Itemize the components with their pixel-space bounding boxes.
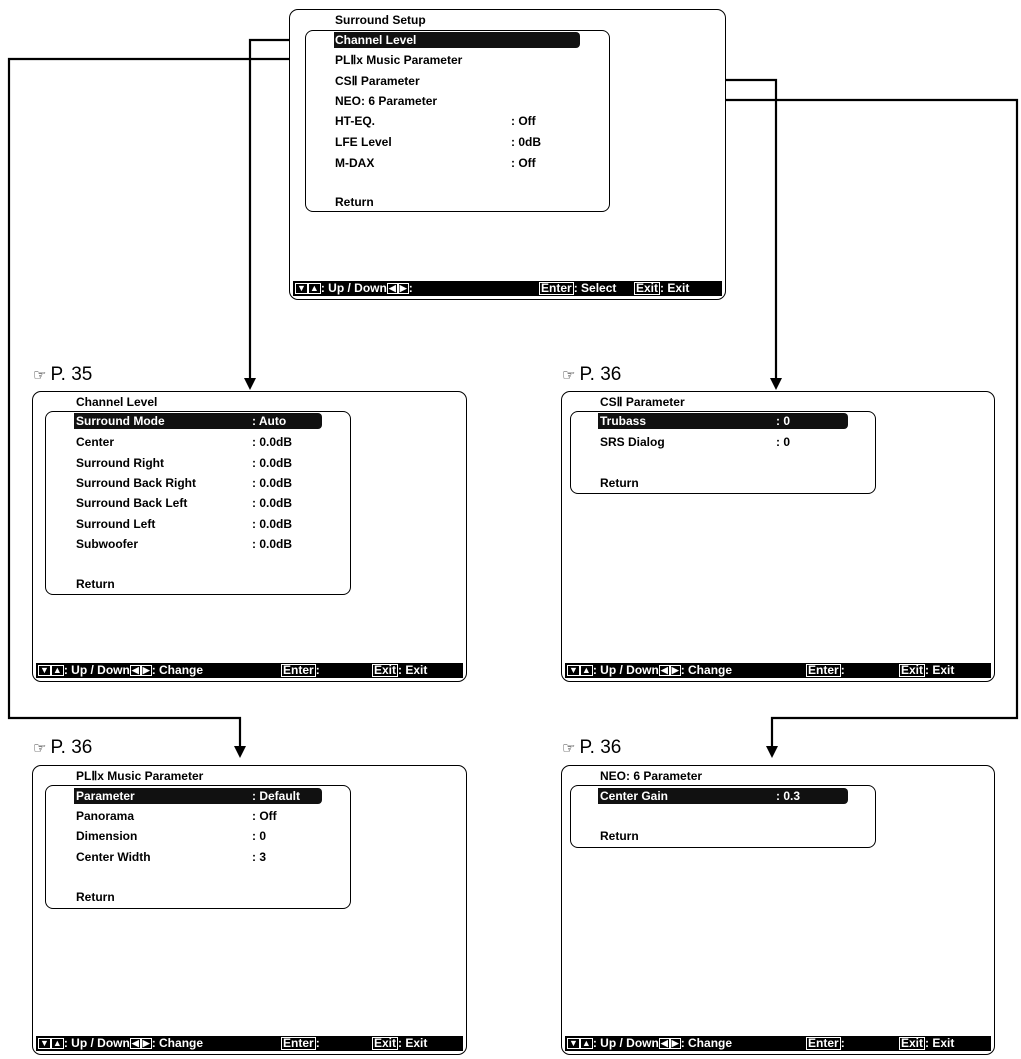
left-triangle-icon: ◀ xyxy=(660,665,668,675)
return-item[interactable]: Return xyxy=(335,195,374,209)
value: : Auto xyxy=(252,414,287,428)
value: : Off xyxy=(252,809,277,823)
menu-item-m-dax[interactable]: M-DAX : Off xyxy=(335,156,536,170)
csii-parameter-screen xyxy=(561,391,995,682)
enter-key: Enter xyxy=(808,1036,839,1050)
right-triangle-icon: ▶ xyxy=(142,665,150,675)
channel-item-surround-left[interactable]: Surround Left : 0.0dB xyxy=(76,517,293,531)
pliix-item-panorama[interactable]: Panorama : Off xyxy=(76,809,277,823)
pliix-item-parameter[interactable]: Parameter : Default xyxy=(76,789,300,803)
down-triangle-icon: ▼ xyxy=(569,1038,578,1048)
exit-key: Exit xyxy=(901,663,924,677)
page-ref-channel-level: ☞ P. 35 xyxy=(33,364,93,385)
return-item[interactable]: Return xyxy=(76,577,115,591)
value: : Default xyxy=(252,789,300,803)
value: : 0 xyxy=(252,829,267,843)
neo6-item-center-gain[interactable]: Center Gain : 0.3 xyxy=(600,789,801,803)
screen-title: CSⅡ Parameter xyxy=(600,395,685,409)
down-triangle-icon: ▼ xyxy=(40,665,49,675)
value: : 0dB xyxy=(511,135,541,149)
value: : 3 xyxy=(252,850,267,864)
up-triangle-icon: ▲ xyxy=(309,283,319,293)
value: : 0 xyxy=(776,414,791,428)
csii-item-srs-dialog[interactable]: SRS Dialog : 0 xyxy=(600,435,791,449)
page-ref-csii: ☞ P. 36 xyxy=(562,364,622,385)
pliix-item-center-width[interactable]: Center Width : 3 xyxy=(76,850,267,864)
value: : 0 xyxy=(776,435,791,449)
exit-key: Exit xyxy=(636,281,659,295)
channel-item-surround-right[interactable]: Surround Right : 0.0dB xyxy=(76,456,293,470)
pliix-music-parameter-screen xyxy=(32,765,467,1055)
channel-level-screen xyxy=(32,391,467,682)
exit-key: Exit xyxy=(374,663,397,677)
enter-key: Enter xyxy=(541,281,572,295)
value: : Off xyxy=(511,114,536,128)
menu-item-neo6[interactable]: NEO: 6 Parameter xyxy=(335,94,438,108)
down-triangle-icon: ▼ xyxy=(297,283,306,293)
value: : 0.3 xyxy=(776,789,801,803)
channel-item-surround-back-right[interactable]: Surround Back Right : 0.0dB xyxy=(76,476,293,490)
pointing-hand-icon: ☞ xyxy=(562,367,576,384)
value: : 0.0dB xyxy=(252,537,293,551)
enter-key: Enter xyxy=(283,1036,314,1050)
exit-key: Exit xyxy=(374,1036,397,1050)
value: : 0.0dB xyxy=(252,496,293,510)
status-bar: ▼ ▲ : Up / Down ◀ ▶ : Enter : Select Exit : Exit xyxy=(293,281,722,296)
page-ref-neo6: ☞ P. 36 xyxy=(562,737,622,758)
return-item[interactable]: Return xyxy=(76,890,115,904)
neo6-parameter-screen xyxy=(561,765,995,1055)
pointing-hand-icon: ☞ xyxy=(33,367,47,384)
value: : 0.0dB xyxy=(252,517,293,531)
channel-item-center[interactable]: Center : 0.0dB xyxy=(76,435,293,449)
pointing-hand-icon: ☞ xyxy=(33,740,47,757)
csii-item-trubass[interactable]: Trubass : 0 xyxy=(600,414,791,428)
left-triangle-icon: ◀ xyxy=(131,665,139,675)
screen-title: Channel Level xyxy=(76,395,158,409)
menu-item-ht-eq[interactable]: HT-EQ. : Off xyxy=(335,114,536,128)
surround-setup-screen xyxy=(289,9,726,300)
status-bar: ▼ ▲ : Up / Down ◀ ▶ : Change Enter : Exit : Exit xyxy=(565,1036,991,1051)
screen-title: Surround Setup xyxy=(335,13,426,27)
value: : 0.0dB xyxy=(252,456,293,470)
left-triangle-icon: ◀ xyxy=(388,283,396,293)
up-triangle-icon: ▲ xyxy=(581,665,591,675)
return-item[interactable]: Return xyxy=(600,829,639,843)
right-triangle-icon: ▶ xyxy=(399,283,407,293)
status-bar: ▼ ▲ : Up / Down ◀ ▶ : Change Enter : Exit : Exit xyxy=(36,1036,463,1051)
down-triangle-icon: ▼ xyxy=(40,1038,49,1048)
menu-item-pliix-music[interactable]: PLⅡx Music Parameter xyxy=(335,53,463,67)
up-triangle-icon: ▲ xyxy=(52,665,62,675)
down-triangle-icon: ▼ xyxy=(569,665,578,675)
enter-key: Enter xyxy=(283,663,314,677)
status-bar: ▼ ▲ : Up / Down ◀ ▶ : Change Enter : Exit : Exit xyxy=(565,663,991,678)
channel-item-surround-back-left[interactable]: Surround Back Left : 0.0dB xyxy=(76,496,293,510)
return-item[interactable]: Return xyxy=(600,476,639,490)
up-triangle-icon: ▲ xyxy=(581,1038,591,1048)
right-triangle-icon: ▶ xyxy=(671,1038,679,1048)
exit-key: Exit xyxy=(901,1036,924,1050)
enter-key: Enter xyxy=(808,663,839,677)
left-triangle-icon: ◀ xyxy=(131,1038,139,1048)
screen-title: NEO: 6 Parameter xyxy=(600,769,703,783)
channel-item-subwoofer[interactable]: Subwoofer : 0.0dB xyxy=(76,537,293,551)
page-ref-pliix: ☞ P. 36 xyxy=(33,737,93,758)
menu-item-csii[interactable]: CSⅡ Parameter xyxy=(335,74,420,88)
menu-item-lfe-level[interactable]: LFE Level : 0dB xyxy=(335,135,541,149)
right-triangle-icon: ▶ xyxy=(142,1038,150,1048)
channel-item-surround-mode[interactable]: Surround Mode : Auto xyxy=(76,414,287,428)
status-bar: ▼ ▲ : Up / Down ◀ ▶ : Change Enter : Exit : Exit xyxy=(36,663,463,678)
pointing-hand-icon: ☞ xyxy=(562,740,576,757)
value: : Off xyxy=(511,156,536,170)
menu-item-channel-level[interactable]: Channel Level xyxy=(335,33,417,47)
left-triangle-icon: ◀ xyxy=(660,1038,668,1048)
right-triangle-icon: ▶ xyxy=(671,665,679,675)
up-triangle-icon: ▲ xyxy=(52,1038,62,1048)
value: : 0.0dB xyxy=(252,435,293,449)
screen-title: PLⅡx Music Parameter xyxy=(76,769,204,783)
pliix-item-dimension[interactable]: Dimension : 0 xyxy=(76,829,267,843)
value: : 0.0dB xyxy=(252,476,293,490)
